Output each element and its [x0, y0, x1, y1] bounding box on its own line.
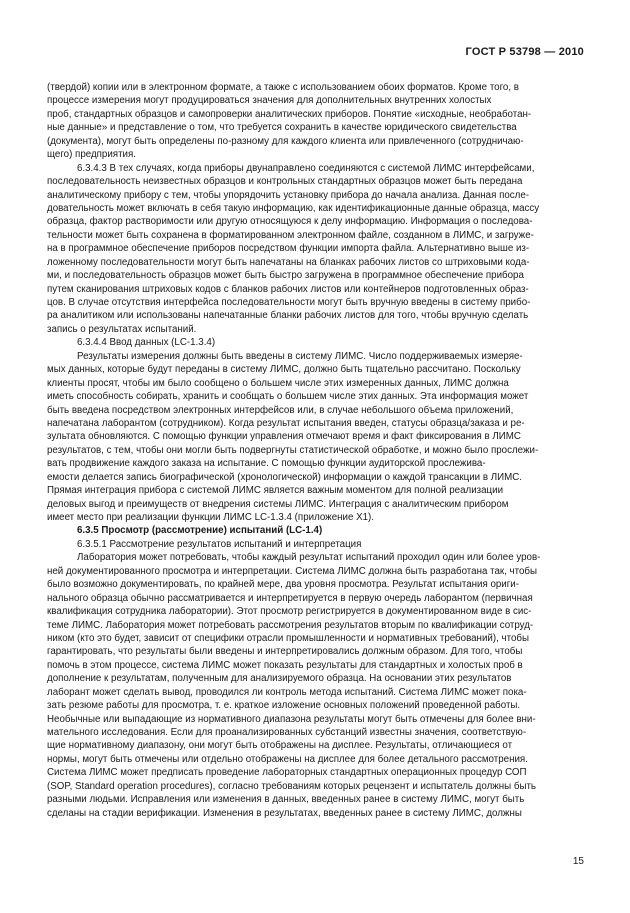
text-line: щие нормативному диапазону, они могут быть отображены на дисплее. Результаты, отличающиеся от [47, 740, 513, 752]
text-line: тельности может быть сохранена в форматированном электронном файле, созданном в ЛИМС, и загруже- [47, 229, 534, 241]
text-line: иметь способность собирать, хранить и сообщать о большем числе этих данных. Эта информация может [47, 391, 529, 403]
text-line: дополнение к результатам, полученным для анализируемого образца. На основании этих результатов [47, 673, 512, 685]
text-line: проб, стандартных образцов и самопроверки аналитических приборов. Понятие «исходные, необработан- [47, 108, 532, 120]
text-line: мательного исследования. Если для проанализированных субстанций известны значения, соответствую- [47, 727, 527, 738]
text-line: квалификация сотрудника лаборатории). Этот просмотр регистрируется в документированном виде в сис- [47, 606, 532, 618]
text-line: Необычные или выпадающие из нормативного диапазона результаты могут быть отмечены для более вни- [47, 713, 536, 725]
text-line: нормы, могут быть отмечены или отдельно отображены на дисплее для более детального рассмотрения. [47, 753, 528, 765]
subsection-heading: 6.3.4.4 Ввод данных (LC-1.3.4) [77, 337, 216, 349]
page-number: 15 [572, 856, 584, 867]
text-line: ра аналитиком или использованы напечатанные бланки рабочих листов для того, чтобы вручную сделать [47, 310, 529, 322]
text-line: цов. В случае отсутствия интерфейса последовательности могут быть вручную введены в систему прибо- [47, 297, 531, 308]
text-line: последовательность неизвестных образцов и контрольных стандартных образцов может быть передана [47, 176, 523, 188]
text-line: нального образца обычно рассматривается и интерпретируется в первую очередь лаборантом (первичная [47, 592, 533, 604]
document-header: ГОСТ Р 53798 — 2010 [465, 46, 584, 58]
section-paragraph-start: Лаборатория может потребовать, чтобы каждый результат испытаний проходил один или более уров- [77, 552, 541, 564]
text-line: зать резюме работы для просмотра, т. е. краткое изложение основных положений проведенной работы. [47, 700, 521, 712]
text-line: (твердой) копии или в электронном формате, а также с использованием обоих форматов. Кроме того, в [47, 82, 519, 93]
text-line: деловых выгод и преимуществ от внедрения системы ЛИМС. Интеграция с аналитическим прибором [47, 498, 509, 510]
text-line: аналитическому прибору с тем, чтобы упорядочить установку прибора до начала анализа. Данная после- [47, 189, 530, 201]
text-line: Система ЛИМС может предписать проведение лабораторных стандартных операционных процедур СОП [47, 767, 527, 779]
text-line: довательность может включать в себя такую информацию, как идентификационные данные образца, массу [47, 202, 540, 214]
section-paragraph-start: Результаты измерения должны быть введены в систему ЛИМС. Число поддерживаемых измеряе- [77, 350, 523, 362]
subsection-heading: 6.3.5.1 Рассмотрение результатов испытаний и интерпретация [77, 538, 362, 550]
section-heading: 6.3.5 Просмотр (рассмотрение) испытаний (LC-1.4) [77, 525, 323, 537]
text-line: щего) предприятия. [47, 149, 136, 161]
text-line: было возможно документировать, по крайней мере, два уровня просмотра. Результат испытания ориги- [47, 579, 519, 591]
text-line: емости делается запись биографической (хронологической) информации о каждой трансакции в ЛИМС. [47, 471, 522, 483]
text-line: ником (кто это будет, зависит от специфики отрасли промышленности и нормативных требований), чтобы [47, 632, 529, 644]
text-line: на в программное обеспечение приборов посредством функции импорта файла. Альтернативно выше из- [47, 243, 530, 255]
text-line: разными людьми. Исправления или изменения в данных, введенных ранее в систему ЛИМС, могут быть [47, 794, 525, 806]
text-line: ложенному последовательности могут быть напечатаны на бланках рабочих листов со штриховыми кода- [47, 256, 530, 268]
text-line: гарантировать, что результаты были введены и интерпретировались должным образом. Для того, чтобы [47, 646, 523, 658]
text-line: зультата обновляются. С помощью функции управления отмечают время и факт фиксирования в ЛИМС [47, 431, 521, 443]
text-line: клиенты просят, чтобы им было сообщено о большем числе этих измеренных данных, ЛИМС должна [47, 377, 509, 389]
text-line: теме ЛИМС. Лаборатория может потребовать рассмотрения результатов вторым по квалификации сотруд- [47, 619, 534, 631]
section-paragraph-start: 6.3.4.3 В тех случаях, когда приборы двунаправлено соединяются с системой ЛИМС интерфейсами, [77, 162, 535, 174]
text-line: запись о результатах испытаний. [47, 323, 197, 335]
text-line: путем сканирования штриховых кодов с бланков рабочих листов или контейнеров подготовленных образ- [47, 283, 529, 295]
text-line: лаборант может сделать вывод, проводился ли контроль метода испытаний. Система ЛИМС может пока- [47, 686, 527, 698]
text-line: сделаны на стадии верификации. Изменения в результатах, введенных ранее в систему ЛИМС, должны [47, 807, 522, 819]
text-line: ней документированного просмотра и интерпретации. Система ЛИМС должна быть разработана так, чтобы [47, 565, 538, 577]
text-line: (документа), могут быть определены по-разному для каждого клиента или привлеченного (сотрудничаю- [47, 135, 524, 147]
document-body [47, 81, 584, 820]
text-line: вать продвижение каждого заказа на испытание. С помощью функции аудиторской прослежива- [47, 458, 486, 470]
text-line: мых данных, которые будут переданы в систему ЛИМС, должно быть тщательно рассчитано. Поскольку [47, 364, 521, 376]
text-line: ные данные» и представление о том, что требуется сохранить в качестве юридического свидетельства [47, 122, 517, 134]
text-line: образца, фактор растворимости или другую относящуюся к делу информацию. Информация о последова- [47, 216, 533, 228]
text-line: быть введена посредством электронных интерфейсов или, в случае небольшого объема приложений, [47, 404, 514, 416]
text-line: процессе измерения могут продуцироваться значения для дополнительных внутренних холостых [47, 95, 492, 107]
text-line: (SOP, Standard operation procedures), согласно требованиям которых рецензент и испытатель должны быть [47, 780, 537, 792]
text-line: напечатана лаборантом (сотрудником). Когда результат испытания введен, статусы образца/заказа и ре- [47, 417, 525, 429]
text-line: Прямая интеграция прибора с системой ЛИМС является важным моментом для полной реализации [47, 485, 504, 497]
text-line: ми, и последовательность образцов может быть быстро загружена в программное обеспечение прибора [47, 270, 524, 282]
text-line: помочь в этом процессе, система ЛИМС может показать результаты для стандартных и холостых проб в [47, 659, 523, 671]
text-line: результатов, с тем, чтобы они могли быть подвергнуты статистической обработке, и можно было прослежи- [47, 444, 539, 456]
text-line: имеет место при реализации функции ЛИМС LC-1.3.4 (приложение Х1). [47, 512, 374, 523]
